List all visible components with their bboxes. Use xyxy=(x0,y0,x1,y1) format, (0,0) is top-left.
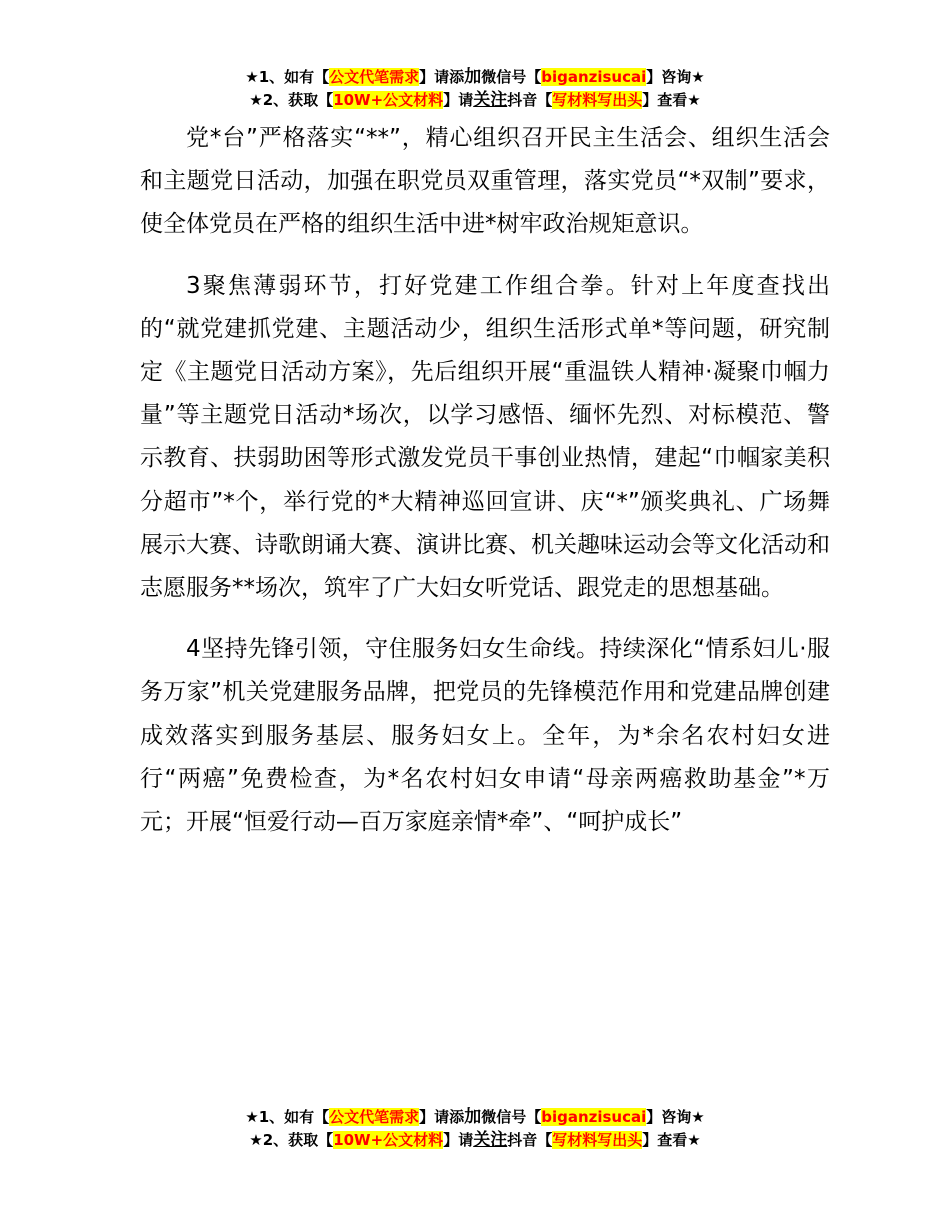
paragraph: 4坚持先锋引领，守住服务妇女生命线。持续深化“情系妇儿·服务万家”机关党建服务品牌，把党员的先锋模范作用和党建品牌创建成效落实到服务基层、服务妇女上。全年，为*余名农村妇女进行“两癌”免费检查，为*名农村妇女申请“母亲两癌救助基金”*万元；开展“恒爱行动—百万家庭亲情*牵”、“呵护成长” xyxy=(140,636,830,836)
banner-text: 微信号【 xyxy=(481,1108,542,1126)
banner-text: 】查看★ xyxy=(642,91,701,109)
banner-emphasis: 关注 xyxy=(473,90,508,110)
banner-highlight: 10W+公文材料 xyxy=(333,1131,444,1149)
banner-highlight: 10W+公文材料 xyxy=(333,91,444,109)
banner-highlight: 写材料写出头 xyxy=(552,91,643,109)
banner-emphasis: 加 xyxy=(464,1107,482,1127)
banner-text: 】请添 xyxy=(419,68,465,86)
banner-text: 抖音【 xyxy=(507,91,553,109)
document-body xyxy=(140,117,830,862)
banner-line-2 xyxy=(0,1129,950,1152)
banner-text: 微信号【 xyxy=(481,68,542,86)
banner-text: 】请 xyxy=(443,91,474,109)
banner-text: ★1、如有【 xyxy=(245,1108,330,1126)
banner-text: ★1、如有【 xyxy=(245,68,330,86)
banner-highlight: 写材料写出头 xyxy=(552,1131,643,1149)
banner-text: ★2、获取【 xyxy=(249,91,334,109)
banner-text: 】咨询★ xyxy=(646,1108,705,1126)
banner-highlight: 公文代笔需求 xyxy=(329,1108,420,1126)
banner-emphasis: 加 xyxy=(464,67,482,87)
paragraph: 党*台”严格落实“**”，精心组织召开民主生活会、组织生活会和主题党日活动，加强在职党员双重管理，落实党员“*双制”要求，使全体党员在严格的组织生活中进*树牢政治规矩意识。 xyxy=(140,125,830,238)
banner-line-1 xyxy=(0,66,950,89)
banner-highlight: biganzisucai xyxy=(541,1108,647,1126)
banner-line-2 xyxy=(0,89,950,112)
footer-banner xyxy=(0,1106,950,1152)
banner-emphasis: 关注 xyxy=(473,1130,508,1150)
banner-text: 】咨询★ xyxy=(646,68,705,86)
header-banner xyxy=(0,66,950,112)
banner-highlight: 公文代笔需求 xyxy=(329,68,420,86)
banner-text: ★2、获取【 xyxy=(249,1131,334,1149)
banner-text: 抖音【 xyxy=(507,1131,553,1149)
banner-highlight: biganzisucai xyxy=(541,68,647,86)
banner-text: 】请 xyxy=(443,1131,474,1149)
paragraph: 3聚焦薄弱环节，打好党建工作组合拳。针对上年度查找出的“就党建抓党建、主题活动少，组织生活形式单*等问题，研究制定《主题党日活动方案》，先后组织开展“重温铁人精神·凝聚巾帼力量”等主题党日活动*场次，以学习感悟、缅怀先烈、对标模范、警示教育、扶弱助困等形式激发党员干事创业热情，建起“巾帼家美积分超市”*个，举行党的*大精神巡回宣讲、庆“*”颁奖典礼、广场舞展示大赛、诗歌朗诵大赛、演讲比赛、机关趣味运动会等文化活动和志愿服务**场次，筑牢了广大妇女听党话、跟党走的思想基础。 xyxy=(140,272,830,602)
banner-text: 】查看★ xyxy=(642,1131,701,1149)
banner-line-1 xyxy=(0,1106,950,1129)
banner-text: 】请添 xyxy=(419,1108,465,1126)
